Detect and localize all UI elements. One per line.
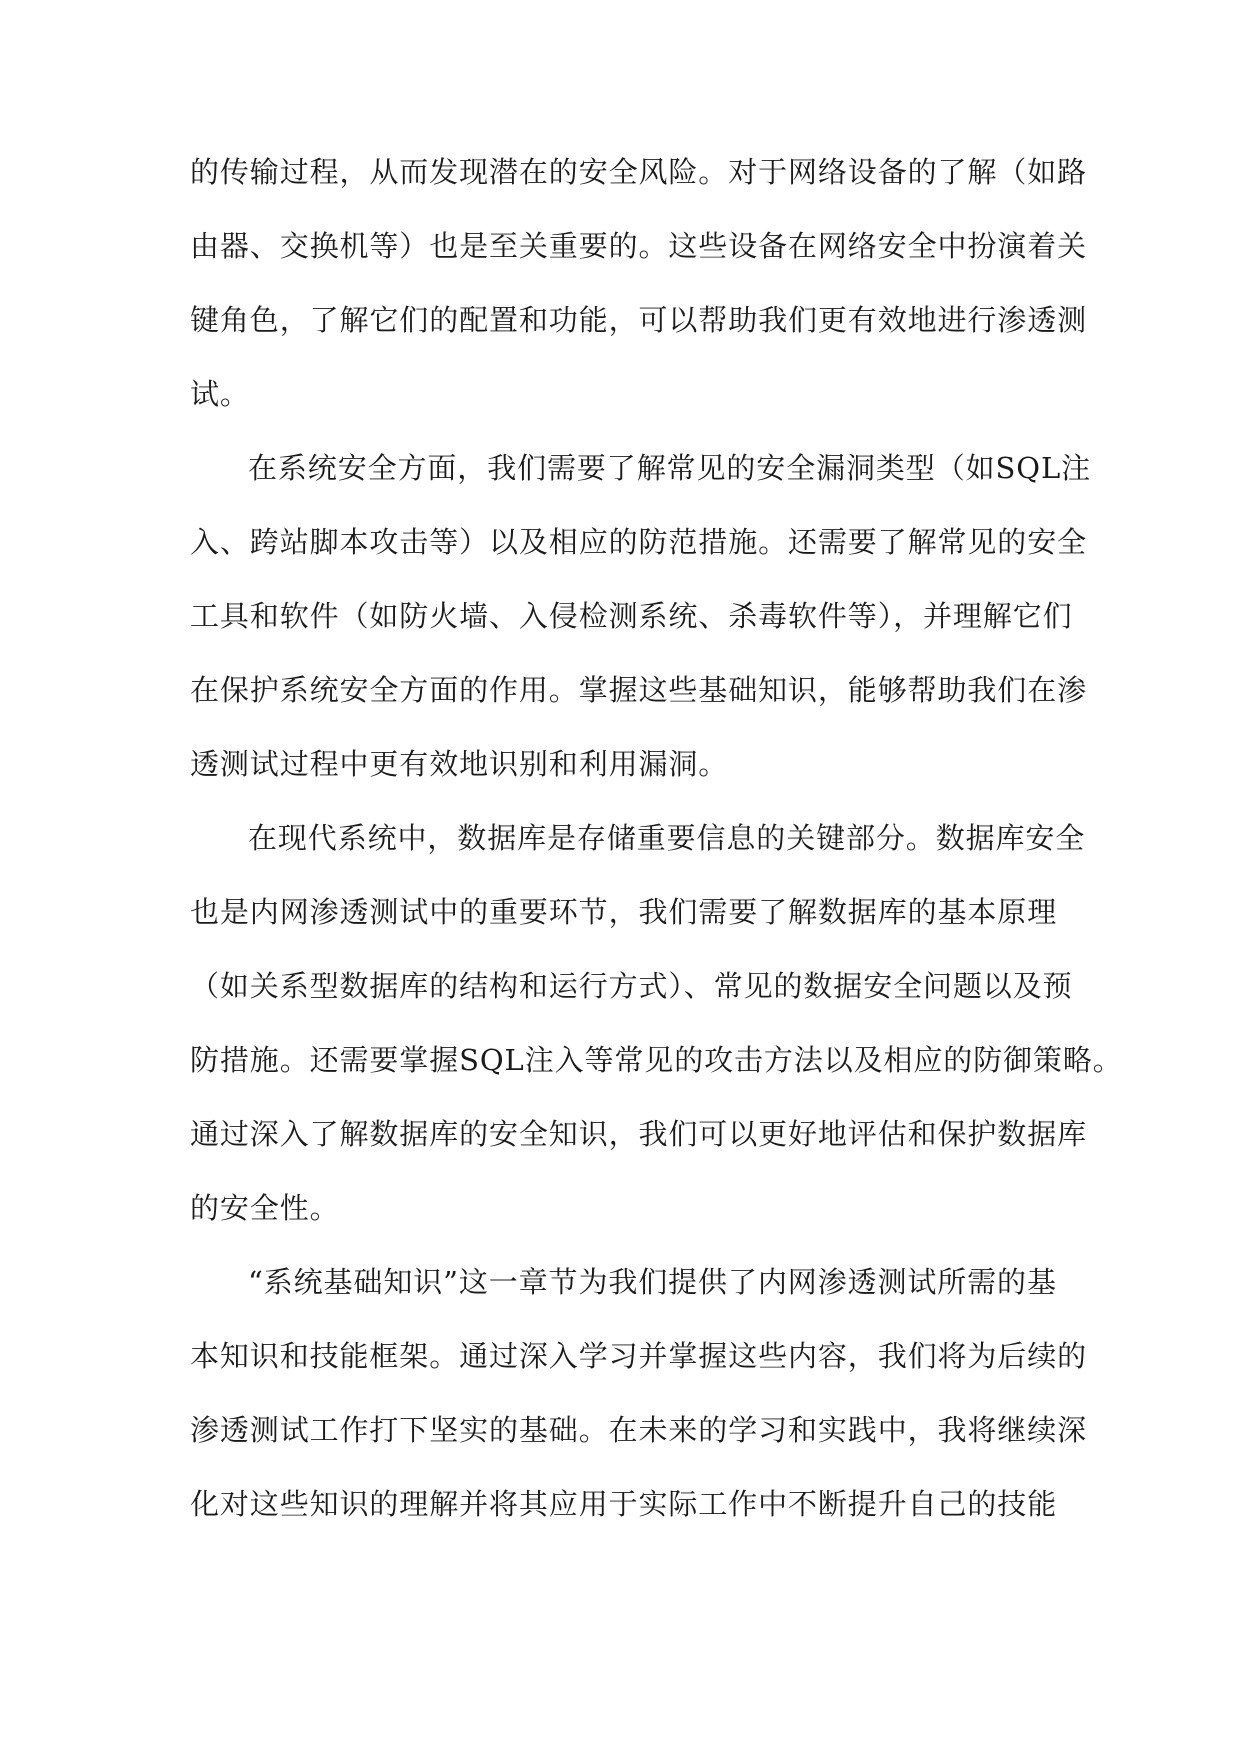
paragraph-first-line: 在系统安全方面，我们需要了解常见的安全漏洞类型（如SQL注 [248,451,1092,485]
text-line: （如关系型数据库的结构和运行方式）、常见的数据安全问题以及预 [190,969,1073,1003]
text-line: 的安全性。 [190,1191,340,1225]
text-line: 本知识和技能框架。通过深入学习并掌握这些内容，我们将为后续的 [190,1339,1088,1373]
text-line: 由器、交换机等）也是至关重要的。这些设备在网络安全中扮演着关 [190,229,1088,263]
text-line: 也是内网渗透测试中的重要环节，我们需要了解数据库的基本原理 [190,895,1058,929]
text-line: 防措施。还需要掌握SQL注入等常见的攻击方法以及相应的防御策略。 [190,1043,1123,1077]
text-line: 通过深入了解数据库的安全知识，我们可以更好地评估和保护数据库 [190,1117,1088,1151]
text-line: 化对这些知识的理解并将其应用于实际工作中不断提升自己的技能 [190,1487,1058,1521]
text-line: 键角色，了解它们的配置和功能，可以帮助我们更有效地进行渗透测 [190,303,1088,337]
text-line: 的传输过程，从而发现潜在的安全风险。对于网络设备的了解（如路 [190,155,1088,189]
text-line: 工具和软件（如防火墙、入侵检测系统、杀毒软件等），并理解它们 [190,599,1073,633]
text-line: 试。 [190,377,250,411]
text-line: 透测试过程中更有效地识别和利用漏洞。 [190,747,729,781]
paragraph-first-line: “系统基础知识”这一章节为我们提供了内网渗透测试所需的基 [248,1265,1057,1299]
document-body [190,135,1123,1541]
text-line: 渗透测试工作打下坚实的基础。在未来的学习和实践中，我将继续深 [190,1413,1088,1447]
text-line: 入、跨站脚本攻击等）以及相应的防范措施。还需要了解常见的安全 [190,525,1088,559]
paragraph-first-line: 在现代系统中，数据库是存储重要信息的关键部分。数据库安全 [248,821,1086,855]
text-line: 在保护系统安全方面的作用。掌握这些基础知识，能够帮助我们在渗 [190,673,1088,707]
